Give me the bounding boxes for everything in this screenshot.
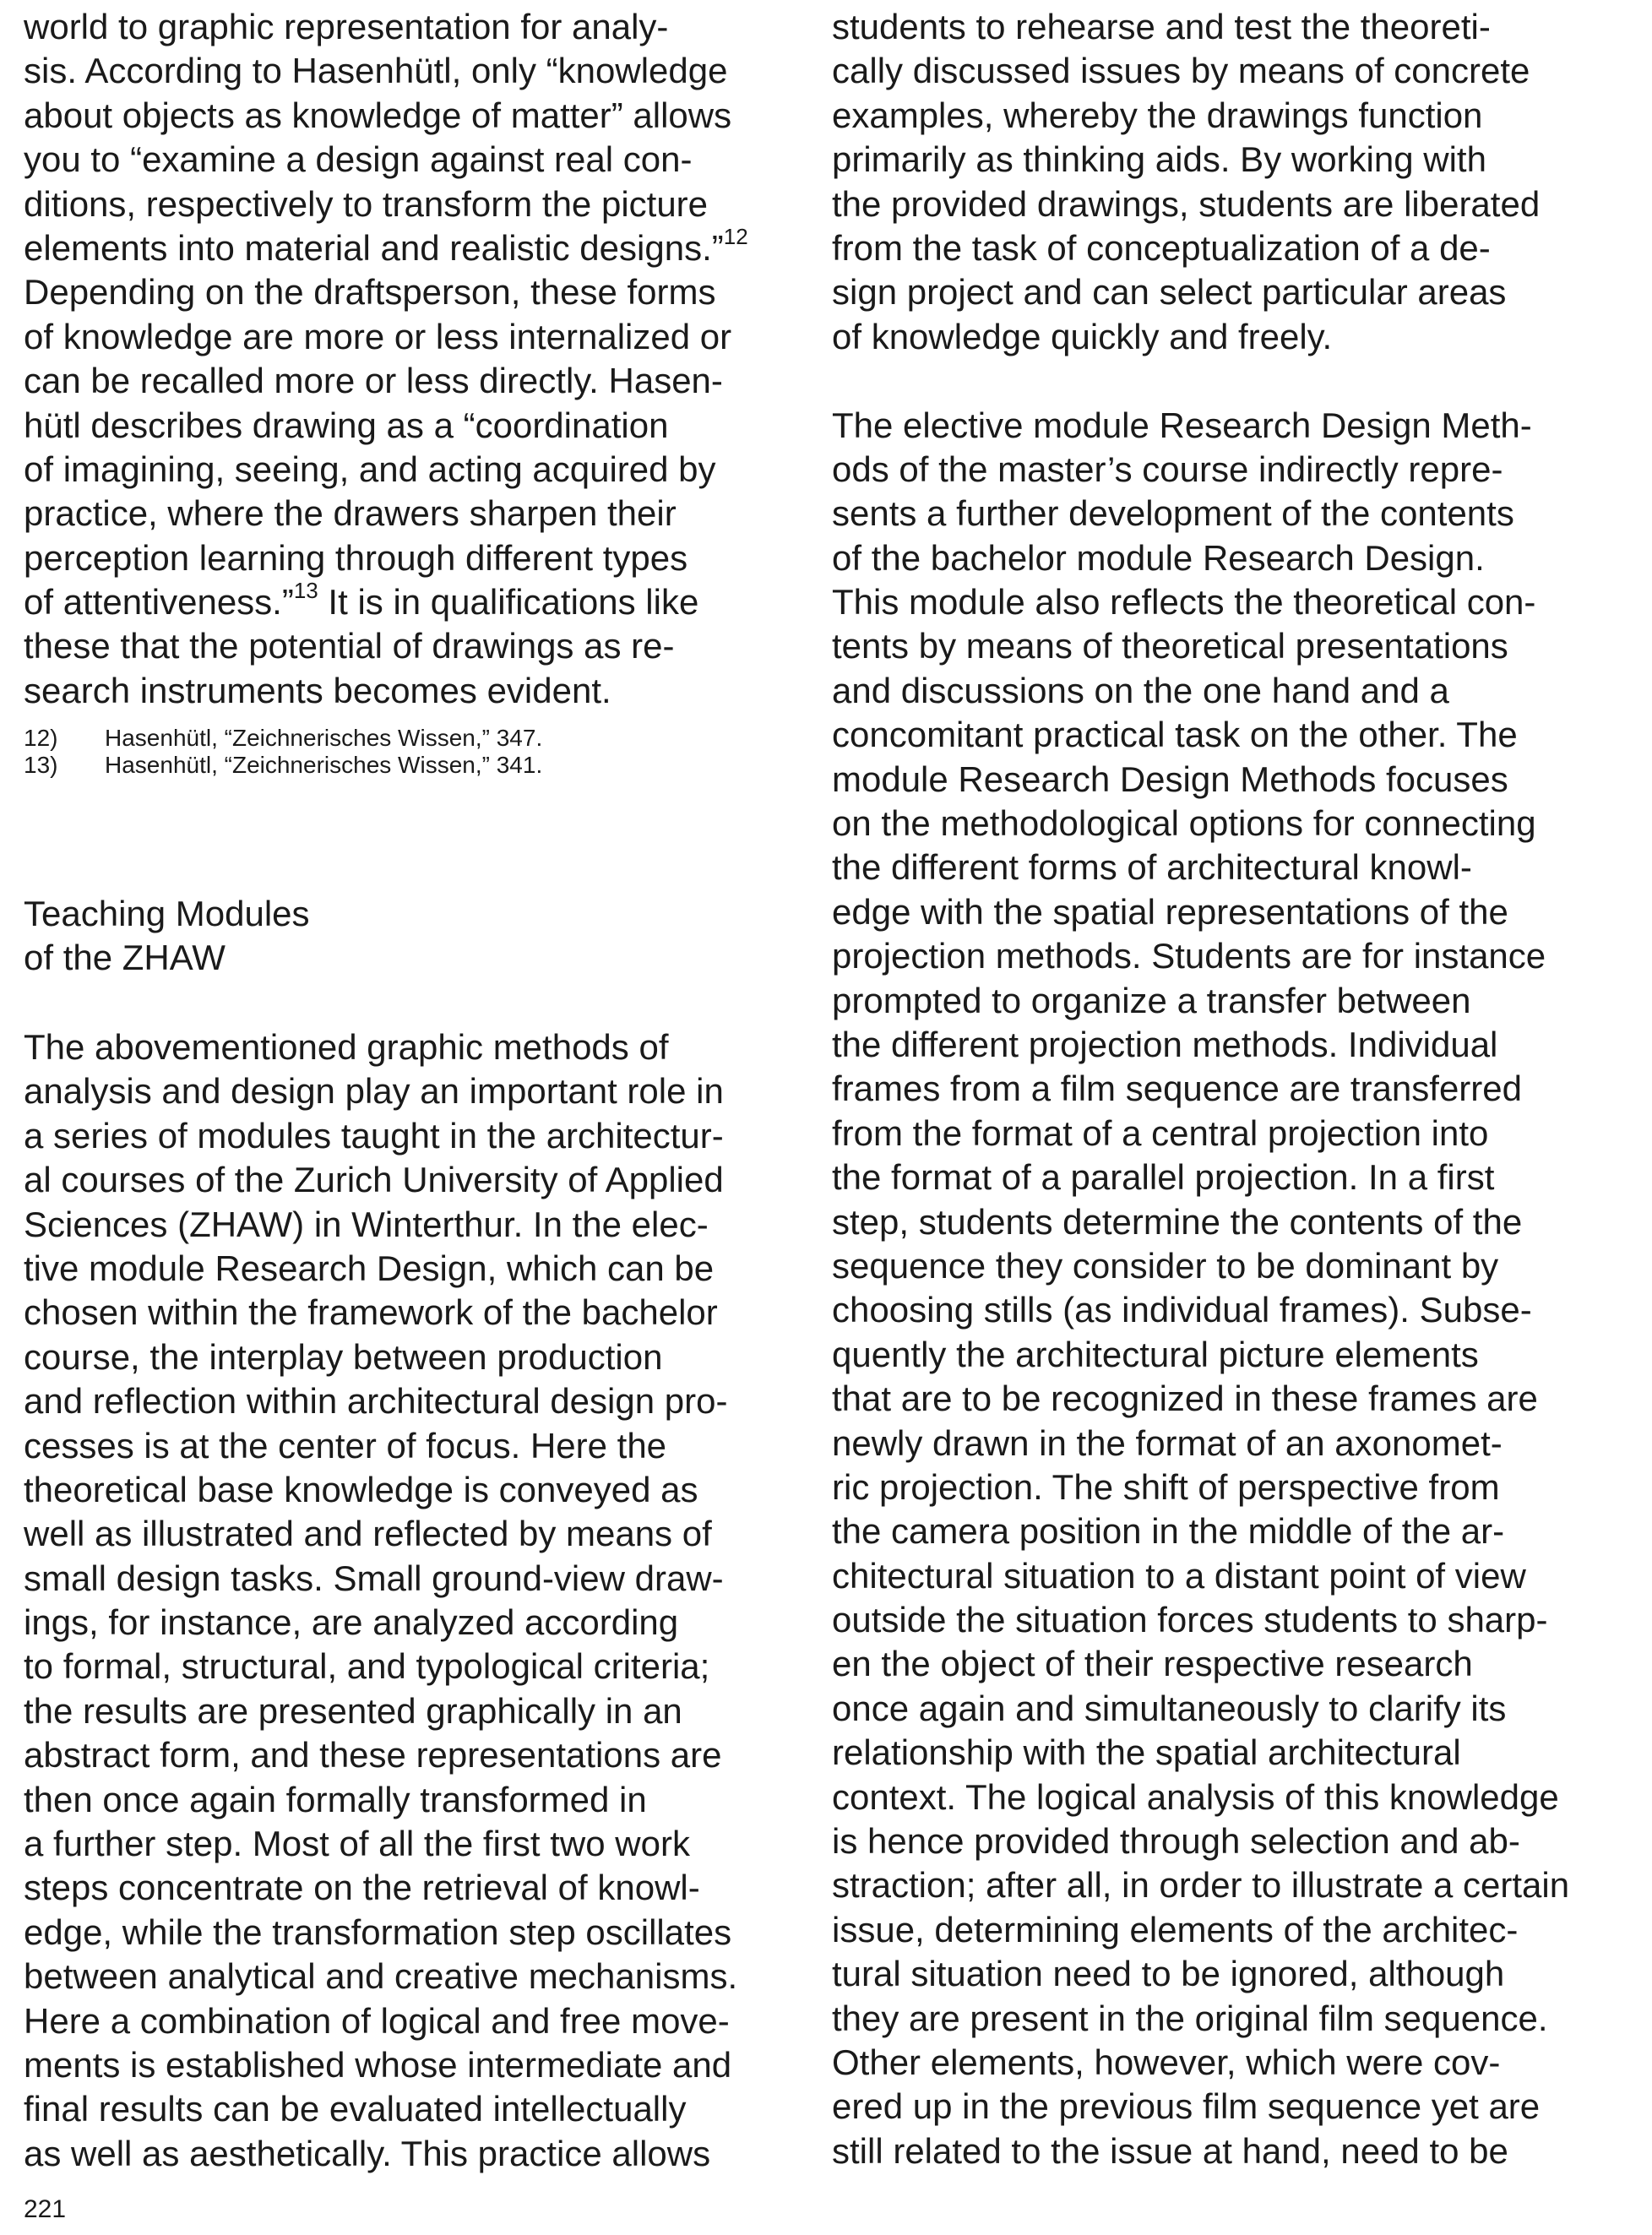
text-line: that are to be recognized in these frames are (832, 1379, 1538, 1419)
text-line: Sciences (ZHAW) in Winterthur. In the elec- (24, 1204, 709, 1244)
text-line: practice, where the drawers sharpen their (24, 493, 677, 534)
right-column (832, 5, 1626, 2173)
text-line: ric projection. The shift of perspective from (832, 1466, 1500, 1507)
text-line: Depending on the draftsperson, these forms (24, 272, 716, 313)
text-line: quently the architectural picture elements (832, 1334, 1479, 1374)
text-fragment: elements into material and realistic designs.” (24, 227, 724, 268)
text-line: step, students determine the contents of the (832, 1201, 1523, 1242)
footnote-number: 12) (24, 725, 58, 751)
text-line: on the methodological options for connecting (832, 803, 1536, 844)
text-line: you to “examine a design against real con- (24, 139, 693, 180)
text-line: they are present in the original film sequence. (832, 1998, 1548, 2038)
text-line-with-footnote (24, 580, 818, 624)
text-line: tents by means of theoretical presentations (832, 626, 1508, 666)
text-line: sequence they consider to be dominant by (832, 1245, 1499, 1286)
text-line: perception learning through different types (24, 537, 688, 578)
text-line: the different projection methods. Individual (832, 1024, 1498, 1064)
text-line: final results can be evaluated intellectually (24, 2089, 687, 2129)
text-line: tural situation need to be ignored, although (832, 1954, 1505, 1994)
text-line: examples, whereby the drawings function (832, 95, 1483, 135)
text-line: abstract form, and these representations are (24, 1735, 722, 1775)
text-line: of the bachelor module Research Design. (832, 537, 1485, 578)
text-line: course, the interplay between production (24, 1336, 663, 1377)
text-line: frames from a film sequence are transferred (832, 1069, 1522, 1109)
text-line: once again and simultaneously to clarify its (832, 1688, 1507, 1728)
text-fragment: It is in qualifications like (318, 582, 699, 623)
text-line: these that the potential of drawings as re- (24, 626, 675, 666)
text-line: sign project and can select particular areas (832, 272, 1507, 313)
text-line: sents a further development of the contents (832, 493, 1514, 534)
text-line: relationship with the spatial architectural (832, 1732, 1461, 1773)
text-line: chitectural situation to a distant point of view (832, 1555, 1526, 1596)
text-line: ods of the master’s course indirectly repre- (832, 449, 1503, 489)
text-line: to formal, structural, and typological criteria; (24, 1646, 710, 1687)
text-line: can be recalled more or less directly. Hasen- (24, 361, 723, 401)
heading-line: of the ZHAW (24, 938, 226, 978)
text-line: students to rehearse and test the theoreti- (832, 7, 1491, 46)
text-line: issue, determining elements of the architec- (832, 1909, 1519, 1950)
text-line: This module also reflects the theoretical con- (832, 582, 1536, 623)
heading-line: Teaching Modules (24, 894, 310, 933)
text-line: sis. According to Hasenhütl, only “knowledge (24, 51, 728, 91)
page-number: 221 (24, 2195, 67, 2223)
text-line: choosing stills (as individual frames). Subse- (832, 1290, 1532, 1330)
text-line: steps concentrate on the retrieval of knowl- (24, 1868, 700, 1908)
text-line: Other elements, however, which were cov- (832, 2042, 1501, 2082)
footnote-13 (24, 752, 818, 779)
text-line: cesses is at the center of focus. Here the (24, 1425, 667, 1466)
footnote-ref-13[interactable]: 13 (293, 578, 318, 604)
text-line: prompted to organize a transfer between (832, 980, 1471, 1020)
text-line: the provided drawings, students are liberated (832, 183, 1541, 224)
text-line: hütl describes drawing as a “coordination (24, 405, 669, 445)
text-line: well as illustrated and reflected by means of (24, 1514, 712, 1554)
text-line: and reflection within architectural design pro- (24, 1381, 728, 1422)
text-line: cally discussed issues by means of concrete (832, 51, 1530, 91)
text-line: and discussions on the one hand and a (832, 670, 1449, 710)
text-line: edge with the spatial representations of the (832, 891, 1508, 932)
text-line: a series of modules taught in the architectur- (24, 1115, 724, 1156)
text-line: of knowledge are more or less internalized or (24, 316, 732, 356)
text-line: outside the situation forces students to sharp- (832, 1600, 1548, 1640)
text-line: small design tasks. Small ground-view draw- (24, 1558, 724, 1598)
text-line: about objects as knowledge of matter” allows (24, 95, 732, 135)
text-line: The elective module Research Design Meth- (832, 405, 1532, 445)
text-line: then once again formally transformed in (24, 1779, 647, 1819)
text-line: is hence provided through selection and ab- (832, 1821, 1520, 1862)
text-line: the different forms of architectural knowl- (832, 847, 1472, 888)
footnotes (24, 725, 818, 779)
text-line: concomitant practical task on the other. The (832, 715, 1518, 755)
left-column-paragraph (24, 1025, 818, 2176)
text-line: en the object of their respective research (832, 1644, 1473, 1684)
footnote-ref-12[interactable]: 12 (723, 223, 748, 249)
text-line: newly drawn in the format of an axonomet- (832, 1422, 1503, 1463)
text-line: ments is established whose intermediate and (24, 2044, 732, 2085)
footnote-text: Hasenhütl, “Zeichnerisches Wissen,” 347. (105, 725, 543, 751)
text-line: the format of a parallel projection. In a first (832, 1157, 1495, 1198)
footnote-text: Hasenhütl, “Zeichnerisches Wissen,” 341. (105, 752, 543, 778)
text-line: Here a combination of logical and free move- (24, 2000, 730, 2041)
text-line: context. The logical analysis of this knowledge (832, 1776, 1559, 1817)
text-line: still related to the issue at hand, need to be (832, 2130, 1508, 2171)
text-line: of imagining, seeing, and acting acquired by (24, 449, 716, 489)
text-line: as well as aesthetically. This practice allows (24, 2133, 711, 2173)
text-line: the results are presented graphically in an (24, 1690, 682, 1731)
text-line: tive module Research Design, which can be (24, 1248, 715, 1288)
text-line: the camera position in the middle of the ar- (832, 1511, 1505, 1552)
text-line: straction; after all, in order to illustrate a certain (832, 1865, 1570, 1906)
text-line: edge, while the transformation step oscillates (24, 1911, 732, 1952)
text-line: ered up in the previous film sequence yet are (832, 2086, 1541, 2127)
text-line: primarily as thinking aids. By working with (832, 139, 1486, 180)
text-line: The abovementioned graphic methods of (24, 1027, 669, 1067)
text-line: projection methods. Students are for instance (832, 936, 1546, 976)
text-line: chosen within the framework of the bachelor (24, 1292, 718, 1333)
blank-line (832, 359, 1626, 403)
text-line: search instruments becomes evident. (24, 670, 611, 710)
text-line: al courses of the Zurich University of Applied (24, 1160, 724, 1200)
text-line: from the task of conceptualization of a de- (832, 227, 1491, 268)
text-line: ings, for instance, are analyzed according (24, 1602, 679, 1643)
text-line-with-footnote (24, 223, 818, 270)
text-fragment: of attentiveness.” (24, 582, 294, 623)
footnote-number: 13) (24, 752, 58, 778)
section-heading (24, 892, 818, 981)
text-line: theoretical base knowledge is conveyed as (24, 1469, 698, 1509)
text-line: ditions, respectively to transform the picture (24, 183, 709, 224)
text-line: world to graphic representation for analy- (24, 7, 669, 46)
text-line: a further step. Most of all the first two work (24, 1824, 690, 1864)
text-line: from the format of a central projection into (832, 1112, 1489, 1153)
text-line: of knowledge quickly and freely. (832, 316, 1333, 356)
text-line: between analytical and creative mechanisms. (24, 1956, 738, 1997)
text-line: analysis and design play an important role in (24, 1071, 724, 1112)
footnote-12 (24, 725, 818, 752)
left-column-intro (24, 5, 818, 713)
text-line: module Research Design Methods focuses (832, 759, 1508, 799)
